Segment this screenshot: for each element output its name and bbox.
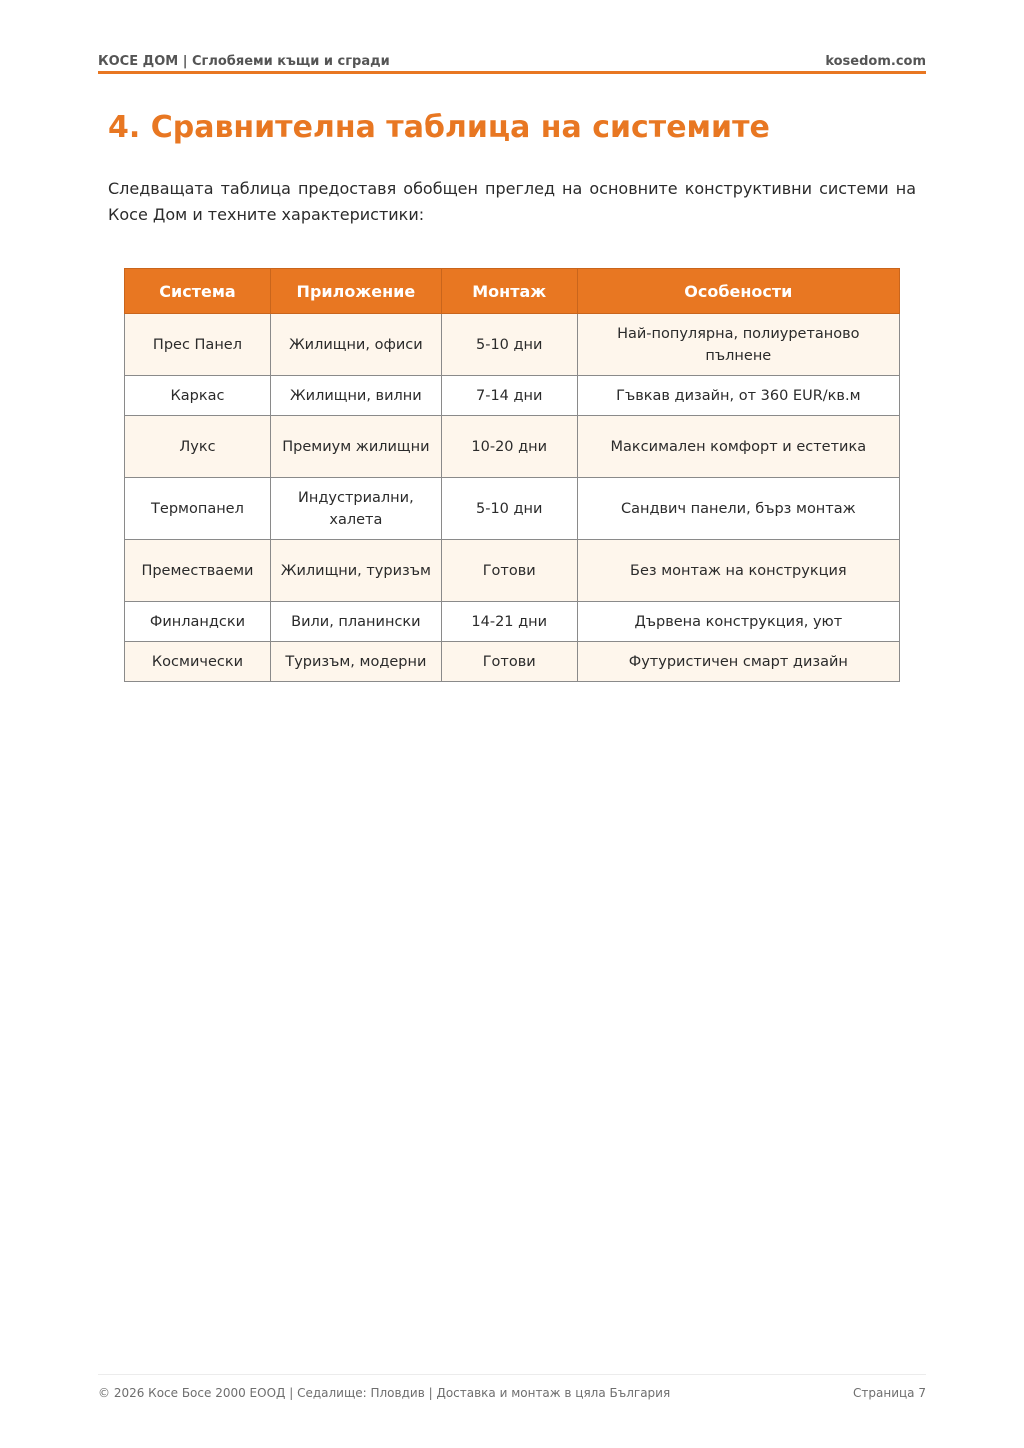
cell-application: Туризъм, модерни: [270, 642, 441, 682]
cell-features: Футуристичен смарт дизайн: [577, 642, 899, 682]
column-header-features: Особености: [577, 269, 899, 314]
cell-application: Премиум жилищни: [270, 416, 441, 478]
cell-application: Индустриални, халета: [270, 478, 441, 540]
cell-system: Преместваеми: [125, 540, 271, 602]
cell-application: Вили, планински: [270, 602, 441, 642]
cell-assembly: Готови: [441, 642, 577, 682]
table-header-row: [125, 269, 900, 314]
cell-features: Без монтаж на конструкция: [577, 540, 899, 602]
table-row: [125, 416, 900, 478]
footer-divider: [98, 1374, 926, 1375]
table-row: [125, 314, 900, 376]
cell-assembly: 14-21 дни: [441, 602, 577, 642]
cell-assembly: 5-10 дни: [441, 478, 577, 540]
cell-assembly: Готови: [441, 540, 577, 602]
page-number: Страница 7: [853, 1386, 926, 1400]
header-website: kosedom.com: [825, 53, 926, 69]
cell-application: Жилищни, вилни: [270, 376, 441, 416]
cell-system: Лукс: [125, 416, 271, 478]
cell-system: Прес Панел: [125, 314, 271, 376]
column-header-system: Система: [125, 269, 271, 314]
cell-assembly: 10-20 дни: [441, 416, 577, 478]
section-title: 4. Сравнителна таблица на системите: [108, 110, 770, 145]
table-row: [125, 602, 900, 642]
cell-system: Космически: [125, 642, 271, 682]
cell-application: Жилищни, туризъм: [270, 540, 441, 602]
cell-system: Финландски: [125, 602, 271, 642]
column-header-assembly: Монтаж: [441, 269, 577, 314]
cell-application: Жилищни, офиси: [270, 314, 441, 376]
cell-features: Най-популярна, полиуретаново пълнене: [577, 314, 899, 376]
systems-comparison-table: [124, 268, 900, 682]
table-row: [125, 642, 900, 682]
intro-paragraph: Следващата таблица предоставя обобщен преглед на основните конструктивни системи на Косе Дом и техните характеристики:: [108, 179, 916, 224]
table-row: [125, 540, 900, 602]
table-row: [125, 478, 900, 540]
header-brand: КОСЕ ДОМ | Сглобяеми къщи и сгради: [98, 53, 390, 69]
cell-features: Дървена конструкция, уют: [577, 602, 899, 642]
header-divider: [98, 71, 926, 74]
cell-features: Максимален комфорт и естетика: [577, 416, 899, 478]
cell-system: Каркас: [125, 376, 271, 416]
page-header: [98, 50, 926, 72]
cell-system: Термопанел: [125, 478, 271, 540]
footer-copyright: © 2026 Косе Босе 2000 ЕООД | Седалище: Пловдив | Доставка и монтаж в цяла България: [98, 1386, 671, 1400]
page-footer: [98, 1386, 926, 1400]
cell-assembly: 5-10 дни: [441, 314, 577, 376]
cell-features: Сандвич панели, бърз монтаж: [577, 478, 899, 540]
cell-assembly: 7-14 дни: [441, 376, 577, 416]
column-header-application: Приложение: [270, 269, 441, 314]
table-row: [125, 376, 900, 416]
cell-features: Гъвкав дизайн, от 360 EUR/кв.м: [577, 376, 899, 416]
